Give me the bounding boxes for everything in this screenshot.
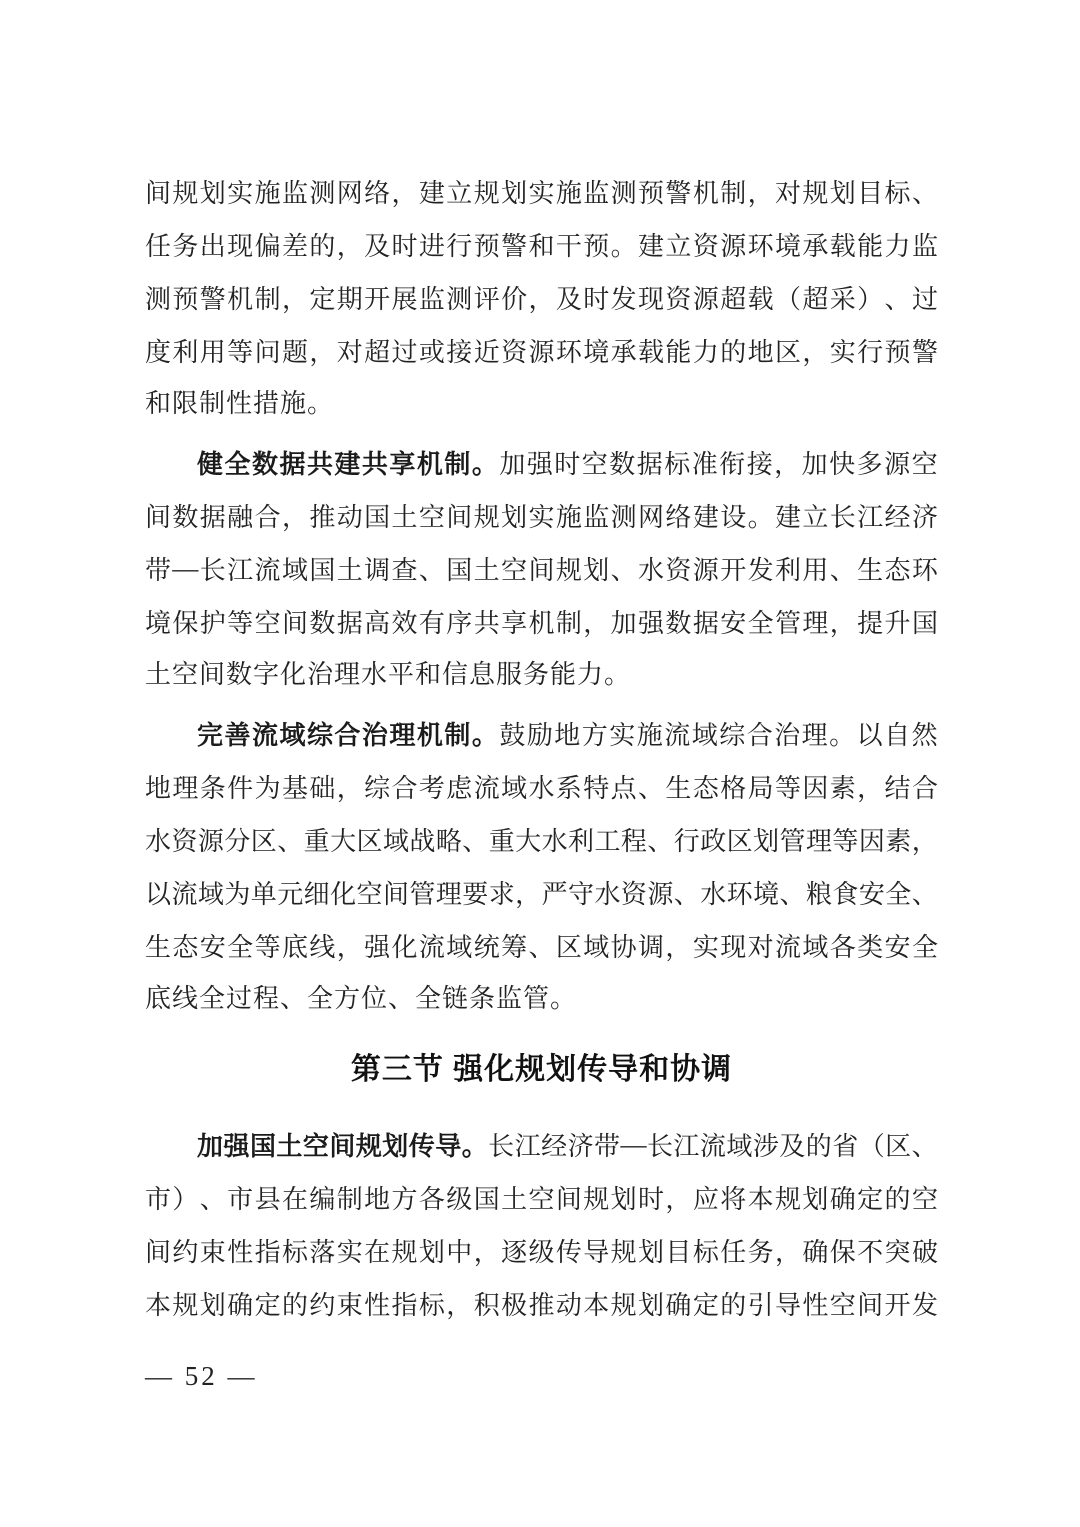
paragraph-1 <box>145 165 938 430</box>
paragraph-line: 本 规 划 确 定 的 约 束 性 指 标 ， 积 极 推 动 本 规 划 确 定 的 引 导 性 空 间 开 发 <box>145 1291 938 1320</box>
paragraph-line: 生 态 安 全 等 底 线 ， 强 化 流 域 统 筹 、 区 域 协 调 ， 实 现 对 流 域 各 类 安 全 <box>145 933 938 962</box>
paragraph-line: 健 全 数 据 共 建 共 享 机 制 。 加 强 时 空 数 据 标 准 衔 接 ， 加 快 多 源 空 <box>197 450 938 479</box>
paragraph-line: 和限制性措施。 <box>145 389 335 418</box>
paragraph-line: 测 预 警 机 制 ， 定 期 开 展 监 测 评 价 ， 及 时 发 现 资 源 超 载 （ 超 采 ） 、 过 <box>145 285 938 314</box>
section-heading: 第三节 强化规划传导和协调 <box>350 1053 733 1086</box>
paragraph-3 <box>145 707 938 1025</box>
paragraph-line: 完 善 流 域 综 合 治 理 机 制 。 鼓 励 地 方 实 施 流 域 综 合 治 理 。 以 自 然 <box>197 721 938 750</box>
paragraph-line: 间 规 划 实 施 监 测 网 络 ， 建 立 规 划 实 施 监 测 预 警 机 制 ， 对 规 划 目 标 、 <box>145 179 938 208</box>
paragraph-line: 市 ） 、 市 县 在 编 制 地 方 各 级 国 土 空 间 规 划 时 ， 应 将 本 规 划 确 定 的 空 <box>145 1185 938 1214</box>
paragraph-line: 以 流 域 为 单 元 细 化 空 间 管 理 要 求 ， 严 守 水 资 源 、 水 环 境 、 粮 食 安 全 、 <box>145 880 938 909</box>
paragraph-line: 土空间数字化治理水平和信息服务能力。 <box>145 660 632 689</box>
paragraph-5 <box>145 1118 938 1330</box>
paragraph-line: 间 数 据 融 合 ， 推 动 国 土 空 间 规 划 实 施 监 测 网 络 建 设 。 建 立 长 江 经 济 <box>145 503 938 532</box>
paragraph-line: 带 — 长 江 流 域 国 土 调 查 、 国 土 空 间 规 划 、 水 资 源 开 发 利 用 、 生 态 环 <box>145 553 938 585</box>
page-number: — 52 — <box>145 1361 258 1391</box>
paragraph-2 <box>145 436 938 701</box>
paragraph-line: 间 约 束 性 指 标 落 实 在 规 划 中 ， 逐 级 传 导 规 划 目 标 任 务 ， 确 保 不 突 破 <box>145 1238 938 1267</box>
text-block <box>145 165 938 1336</box>
paragraph-line: 加 强 国 土 空 间 规 划 传 导 。 长 江 经 济 带 — 长 江 流 域 涉 及 的 省 （ 区 、 <box>197 1129 938 1161</box>
paragraph-line: 任 务 出 现 偏 差 的 ， 及 时 进 行 预 警 和 干 预 。 建 立 资 源 环 境 承 载 能 力 监 <box>145 232 938 261</box>
paragraph-line: 水 资 源 分 区 、 重 大 区 域 战 略 、 重 大 水 利 工 程 、 行 政 区 划 管 理 等 因 素 ， <box>145 827 938 856</box>
paragraph-line: 度 利 用 等 问 题 ， 对 超 过 或 接 近 资 源 环 境 承 载 能 力 的 地 区 ， 实 行 预 警 <box>145 338 938 367</box>
paragraph-line: 境 保 护 等 空 间 数 据 高 效 有 序 共 享 机 制 ， 加 强 数 据 安 全 管 理 ， 提 升 国 <box>145 609 938 638</box>
paragraph-line: 地 理 条 件 为 基 础 ， 综 合 考 虑 流 域 水 系 特 点 、 生 态 格 局 等 因 素 ， 结 合 <box>145 774 938 803</box>
paragraph-line: 底线全过程、全方位、全链条监管。 <box>145 984 578 1013</box>
